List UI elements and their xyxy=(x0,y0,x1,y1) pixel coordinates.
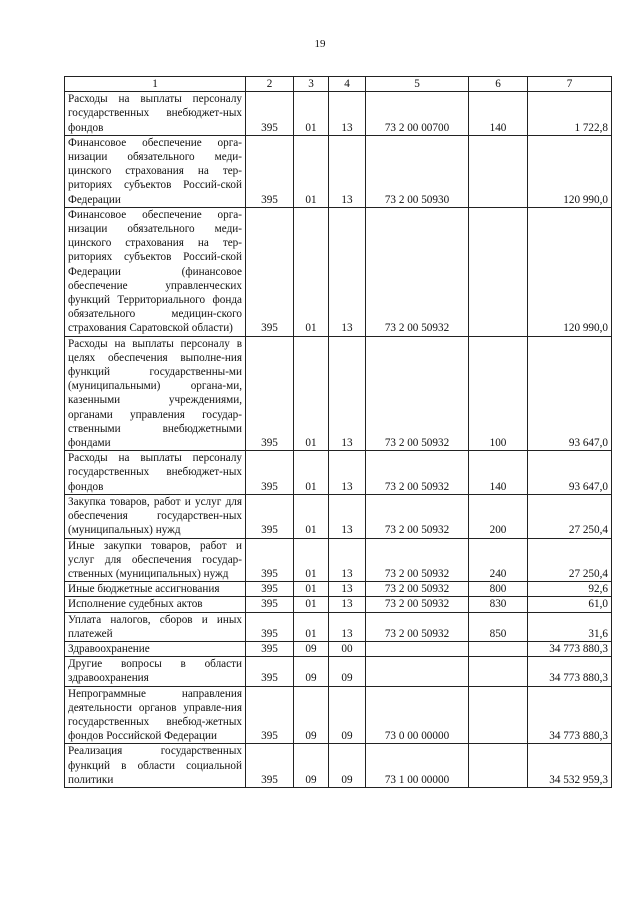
row-admin-code: 395 xyxy=(246,207,294,336)
table-row xyxy=(65,336,612,451)
table-row xyxy=(65,686,612,744)
row-admin-code: 395 xyxy=(246,538,294,582)
row-name: Реализация государственных функций в области социальной политики xyxy=(65,744,246,788)
row-target-code: 73 2 00 50930 xyxy=(366,135,469,207)
row-amount: 34 773 880,3 xyxy=(528,641,612,656)
row-expense-type: 830 xyxy=(469,597,528,612)
row-section: 01 xyxy=(294,538,329,582)
column-header: 4 xyxy=(329,77,366,92)
row-name: Непрограммные направления деятельности органов управле-ния государственных внебюд-жетных фондов Российской Федерации xyxy=(65,686,246,744)
row-target-code: 73 2 00 50932 xyxy=(366,538,469,582)
row-section: 01 xyxy=(294,451,329,495)
row-subsection: 13 xyxy=(329,336,366,451)
column-header: 7 xyxy=(528,77,612,92)
row-section: 09 xyxy=(294,657,329,686)
row-name: Расходы на выплаты персоналу государственных внебюджет-ных фондов xyxy=(65,451,246,495)
row-target-code: 73 1 00 00000 xyxy=(366,744,469,788)
row-amount: 34 532 959,3 xyxy=(528,744,612,788)
row-amount: 61,0 xyxy=(528,597,612,612)
row-admin-code: 395 xyxy=(246,135,294,207)
row-amount: 34 773 880,3 xyxy=(528,686,612,744)
row-admin-code: 395 xyxy=(246,641,294,656)
row-expense-type: 850 xyxy=(469,612,528,641)
table-row xyxy=(65,612,612,641)
row-admin-code: 395 xyxy=(246,494,294,538)
row-subsection: 00 xyxy=(329,641,366,656)
row-section: 01 xyxy=(294,135,329,207)
row-name: Финансовое обеспечение орга-низации обязательного меди-цинского страхования на тер-риториях субъектов Россий-ской Федерации (финансовое обеспечение управленческих функций Территориального фонда обязательного медицин-ского страхования Саратовской области) xyxy=(65,207,246,336)
row-section: 01 xyxy=(294,92,329,136)
row-amount: 27 250,4 xyxy=(528,494,612,538)
row-target-code: 73 2 00 50932 xyxy=(366,336,469,451)
row-name: Иные бюджетные ассигнования xyxy=(65,582,246,597)
table-row xyxy=(65,451,612,495)
row-amount: 92,6 xyxy=(528,582,612,597)
row-section: 01 xyxy=(294,336,329,451)
row-amount: 93 647,0 xyxy=(528,336,612,451)
row-subsection: 13 xyxy=(329,538,366,582)
row-subsection: 09 xyxy=(329,686,366,744)
row-amount: 120 990,0 xyxy=(528,135,612,207)
row-name: Другие вопросы в области здравоохранения xyxy=(65,657,246,686)
row-expense-type xyxy=(469,744,528,788)
row-admin-code: 395 xyxy=(246,336,294,451)
row-section: 01 xyxy=(294,494,329,538)
row-admin-code: 395 xyxy=(246,92,294,136)
row-target-code: 73 2 00 50932 xyxy=(366,494,469,538)
row-target-code: 73 2 00 50932 xyxy=(366,207,469,336)
row-section: 01 xyxy=(294,597,329,612)
row-target-code: 73 2 00 00700 xyxy=(366,92,469,136)
row-admin-code: 395 xyxy=(246,597,294,612)
table-header-row xyxy=(65,77,612,92)
row-admin-code: 395 xyxy=(246,686,294,744)
row-expense-type: 140 xyxy=(469,451,528,495)
row-section: 09 xyxy=(294,641,329,656)
row-amount: 93 647,0 xyxy=(528,451,612,495)
row-subsection: 13 xyxy=(329,207,366,336)
row-subsection: 13 xyxy=(329,135,366,207)
row-amount: 34 773 880,3 xyxy=(528,657,612,686)
row-expense-type xyxy=(469,135,528,207)
row-admin-code: 395 xyxy=(246,744,294,788)
row-subsection: 13 xyxy=(329,597,366,612)
row-name: Расходы на выплаты персоналу государственных внебюджет-ных фондов xyxy=(65,92,246,136)
column-header: 6 xyxy=(469,77,528,92)
row-admin-code: 395 xyxy=(246,451,294,495)
row-section: 09 xyxy=(294,744,329,788)
row-name: Финансовое обеспечение орга-низации обязательного меди-цинского страхования на тер-риториях субъектов Россий-ской Федерации xyxy=(65,135,246,207)
row-section: 01 xyxy=(294,612,329,641)
row-name: Расходы на выплаты персоналу в целях обеспечения выполне-ния функций государственны-ми (муниципальными) органа-ми, казенными учреждениями, органами управления государ-ственными внебюджетными фондами xyxy=(65,336,246,451)
row-admin-code: 395 xyxy=(246,582,294,597)
row-subsection: 13 xyxy=(329,582,366,597)
row-amount: 1 722,8 xyxy=(528,92,612,136)
budget-table xyxy=(64,76,612,788)
row-target-code: 73 2 00 50932 xyxy=(366,582,469,597)
row-target-code: 73 2 00 50932 xyxy=(366,451,469,495)
row-name: Исполнение судебных актов xyxy=(65,597,246,612)
row-admin-code: 395 xyxy=(246,657,294,686)
row-target-code xyxy=(366,641,469,656)
row-expense-type: 240 xyxy=(469,538,528,582)
row-expense-type xyxy=(469,686,528,744)
table-row xyxy=(65,135,612,207)
row-section: 01 xyxy=(294,207,329,336)
row-amount: 120 990,0 xyxy=(528,207,612,336)
row-target-code: 73 0 00 00000 xyxy=(366,686,469,744)
row-expense-type xyxy=(469,657,528,686)
column-header: 3 xyxy=(294,77,329,92)
table-row xyxy=(65,744,612,788)
row-subsection: 13 xyxy=(329,92,366,136)
row-subsection: 13 xyxy=(329,451,366,495)
row-subsection: 13 xyxy=(329,612,366,641)
row-expense-type xyxy=(469,641,528,656)
row-target-code: 73 2 00 50932 xyxy=(366,597,469,612)
row-admin-code: 395 xyxy=(246,612,294,641)
row-target-code: 73 2 00 50932 xyxy=(366,612,469,641)
column-header: 1 xyxy=(65,77,246,92)
row-name: Уплата налогов, сборов и иных платежей xyxy=(65,612,246,641)
row-name: Закупка товаров, работ и услуг для обеспечения государствен-ных (муниципальных) нужд xyxy=(65,494,246,538)
row-subsection: 09 xyxy=(329,744,366,788)
page-number: 19 xyxy=(314,38,326,50)
row-expense-type xyxy=(469,207,528,336)
row-target-code xyxy=(366,657,469,686)
table-row xyxy=(65,92,612,136)
row-name: Здравоохранение xyxy=(65,641,246,656)
row-amount: 27 250,4 xyxy=(528,538,612,582)
row-expense-type: 800 xyxy=(469,582,528,597)
row-section: 09 xyxy=(294,686,329,744)
column-header: 2 xyxy=(246,77,294,92)
table-row xyxy=(65,641,612,656)
table-row xyxy=(65,538,612,582)
row-section: 01 xyxy=(294,582,329,597)
row-amount: 31,6 xyxy=(528,612,612,641)
row-subsection: 13 xyxy=(329,494,366,538)
table-row xyxy=(65,494,612,538)
table-row xyxy=(65,657,612,686)
table-row xyxy=(65,207,612,336)
row-subsection: 09 xyxy=(329,657,366,686)
row-expense-type: 100 xyxy=(469,336,528,451)
row-expense-type: 200 xyxy=(469,494,528,538)
row-expense-type: 140 xyxy=(469,92,528,136)
table-row xyxy=(65,597,612,612)
column-header: 5 xyxy=(366,77,469,92)
row-name: Иные закупки товаров, работ и услуг для обеспечения государ-ственных (муниципальных) нужд xyxy=(65,538,246,582)
table-row xyxy=(65,582,612,597)
